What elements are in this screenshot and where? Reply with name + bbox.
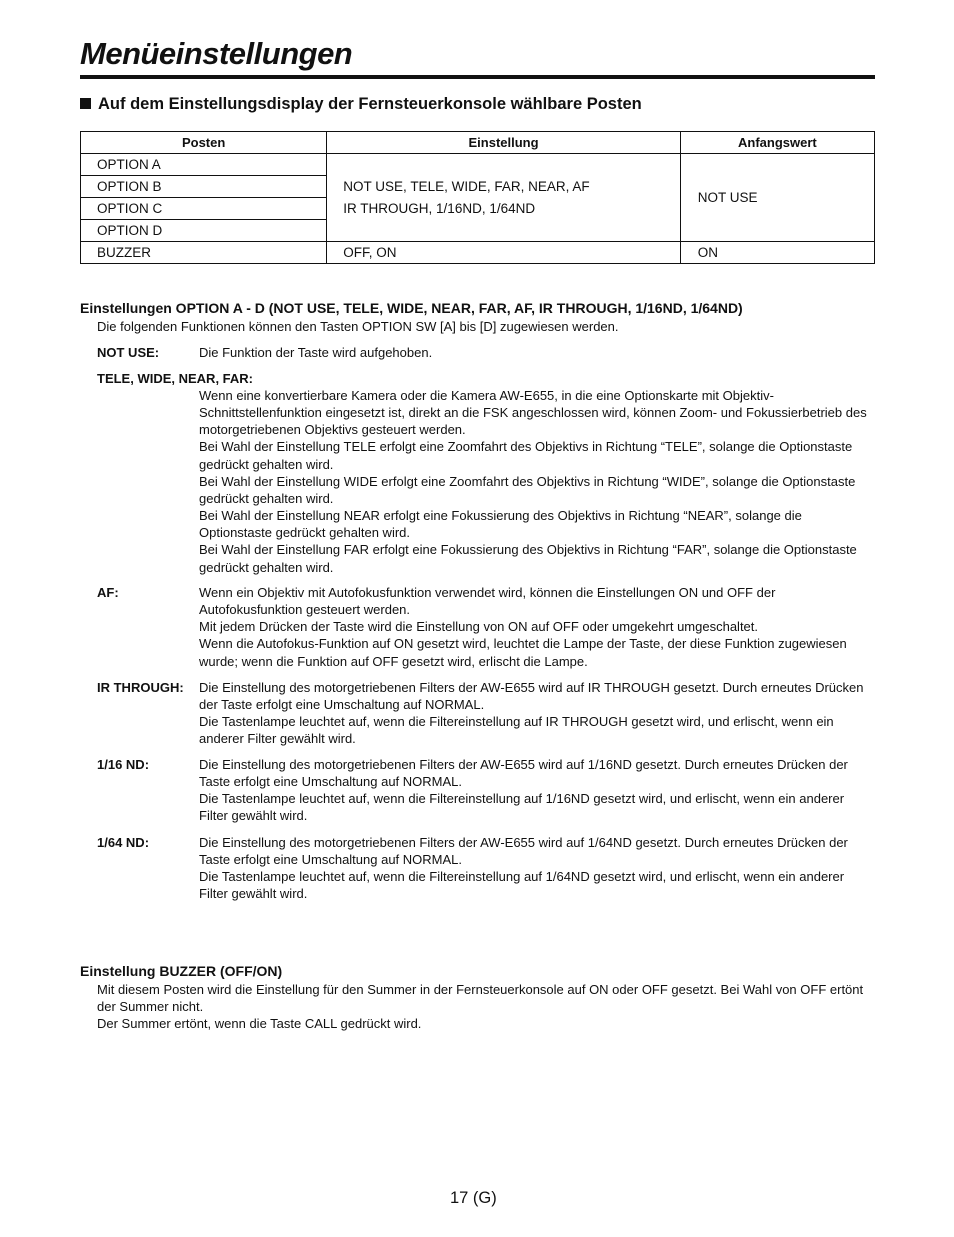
cell-buzzer-setting: OFF, ON	[327, 242, 680, 264]
desc-ir-through-p2: Die Tastenlampe leuchtet auf, wenn die Filtereinstellung auf IR THROUGH gesetzt wird, und erlischt, wenn ein anderer Filter gewählt wird.	[199, 714, 834, 747]
options-intro: Die folgenden Funktionen können den Tasten OPTION SW [A] bis [D] zugewiesen werden.	[97, 319, 619, 334]
option-setting-line2: IR THROUGH, 1/16ND, 1/64ND	[343, 200, 536, 216]
square-bullet-icon	[80, 98, 91, 109]
page-number: 17 (G)	[450, 1189, 497, 1207]
desc-af-p1: Wenn ein Objektiv mit Autofokusfunktion verwendet wird, können die Einstellungen ON und OFF der Autofokusfunktion gesteuert werden.	[199, 585, 776, 618]
desc-nd16	[199, 756, 867, 825]
header-posten: Posten	[81, 132, 327, 154]
desc-ir-through-p1: Die Einstellung des motorgetriebenen Filters der AW-E655 wird auf IR THROUGH gesetzt. Durch erneutes Drücken der Taste erfolgt eine Umschaltung auf NORMAL.	[199, 680, 864, 713]
buzzer-heading: Einstellung BUZZER (OFF/ON)	[80, 963, 283, 979]
cell-option-a: OPTION A	[81, 154, 327, 176]
settings-table	[80, 131, 875, 264]
cell-option-setting	[327, 154, 680, 242]
desc-tele-wide-p2: Bei Wahl der Einstellung TELE erfolgt eine Zoomfahrt des Objektivs in Richtung “TELE”, solange die Optionstaste gedrückt gehalten wird.	[199, 439, 853, 472]
desc-tele-wide	[199, 387, 867, 576]
desc-tele-wide-p1: Wenn eine konvertierbare Kamera oder die Kamera AW-E655, in die eine Optionskarte mit Objektiv-Schnittstellenfunktion eingesetzt ist, direkt an die FSK angeschlossen wird, können Zoom- und Fokussierbetrieb des motorgetriebenen Objektivs gesteuert werden.	[199, 388, 867, 438]
desc-nd16-p1: Die Einstellung des motorgetriebenen Filters der AW-E655 wird auf 1/16ND gesetzt. Durch erneutes Drücken der Taste erfolgt eine Umschaltung auf NORMAL.	[199, 757, 848, 790]
desc-af-p2: Mit jedem Drücken der Taste wird die Einstellung von ON auf OFF oder umgekehrt umgeschaltet.	[199, 619, 759, 635]
desc-tele-wide-p5: Bei Wahl der Einstellung FAR erfolgt eine Fokussierung des Objektivs in Richtung “FAR”, solange die Optionstaste gedrückt gehalten wird.	[199, 542, 857, 575]
section-heading-text: Auf dem Einstellungsdisplay der Fernsteuerkonsole wählbare Posten	[98, 95, 642, 113]
term-not-use: NOT USE:	[97, 345, 160, 360]
cell-buzzer: BUZZER	[81, 242, 327, 264]
section-heading	[80, 93, 642, 115]
desc-not-use	[199, 344, 867, 361]
desc-nd64-p2: Die Tastenlampe leuchtet auf, wenn die Filtereinstellung auf 1/64ND gesetzt wird, und erlischt, wenn ein anderer Filter gewählt wird.	[199, 869, 845, 902]
term-nd16: 1/16 ND:	[97, 757, 150, 772]
desc-af-p3: Wenn die Autofokus-Funktion auf ON gesetzt wird, leuchtet die Lampe der Taste, der diese Funktion zugewiesen wurde; wenn die Funktion auf OFF gesetzt wird, erlischt die Lampe.	[199, 636, 847, 669]
desc-nd16-p2: Die Tastenlampe leuchtet auf, wenn die Filtereinstellung auf 1/16ND gesetzt wird, und erlischt, wenn ein anderer Filter gewählt wird.	[199, 791, 845, 824]
term-nd64: 1/64 ND:	[97, 835, 150, 850]
table-header-row	[81, 132, 875, 154]
page-title: Menüeinstellungen	[80, 36, 353, 71]
table-row	[81, 242, 875, 264]
desc-not-use-text: Die Funktion der Taste wird aufgehoben.	[199, 345, 433, 360]
header-anfangswert: Anfangswert	[680, 132, 874, 154]
cell-option-initial: NOT USE	[680, 154, 874, 242]
desc-tele-wide-p4: Bei Wahl der Einstellung NEAR erfolgt eine Fokussierung des Objektivs in Richtung “NEAR”, solange die Optionstaste gedrückt gehalten wird.	[199, 508, 802, 541]
term-tele-wide: TELE, WIDE, NEAR, FAR:	[97, 371, 253, 386]
table-row	[81, 154, 875, 176]
cell-option-c: OPTION C	[81, 198, 327, 220]
cell-option-d: OPTION D	[81, 220, 327, 242]
cell-option-b: OPTION B	[81, 176, 327, 198]
buzzer-text	[97, 981, 867, 1032]
desc-ir-through	[199, 679, 867, 748]
option-setting-line1: NOT USE, TELE, WIDE, FAR, NEAR, AF	[343, 178, 590, 194]
buzzer-text-p2: Der Summer ertönt, wenn die Taste CALL gedrückt wird.	[97, 1016, 422, 1031]
options-heading: Einstellungen OPTION A - D (NOT USE, TELE, WIDE, NEAR, FAR, AF, IR THROUGH, 1/16ND, 1/64ND)	[80, 300, 743, 316]
title-rule	[80, 75, 875, 79]
cell-buzzer-initial: ON	[680, 242, 874, 264]
desc-tele-wide-p3: Bei Wahl der Einstellung WIDE erfolgt eine Zoomfahrt des Objektivs in Richtung “WIDE”, solange die Optionstaste gedrückt gehalten wird.	[199, 473, 856, 506]
term-ir-through: IR THROUGH:	[97, 680, 184, 695]
term-af: AF:	[97, 585, 119, 600]
desc-nd64-p1: Die Einstellung des motorgetriebenen Filters der AW-E655 wird auf 1/64ND gesetzt. Durch erneutes Drücken der Taste erfolgt eine Umschaltung auf NORMAL.	[199, 835, 848, 868]
desc-af	[199, 584, 867, 670]
header-einstellung: Einstellung	[327, 132, 680, 154]
desc-nd64	[199, 834, 867, 903]
buzzer-text-p1: Mit diesem Posten wird die Einstellung für den Summer in der Fernsteuerkonsole auf ON oder OFF gesetzt. Bei Wahl von OFF ertönt der Summer nicht.	[97, 982, 864, 1014]
